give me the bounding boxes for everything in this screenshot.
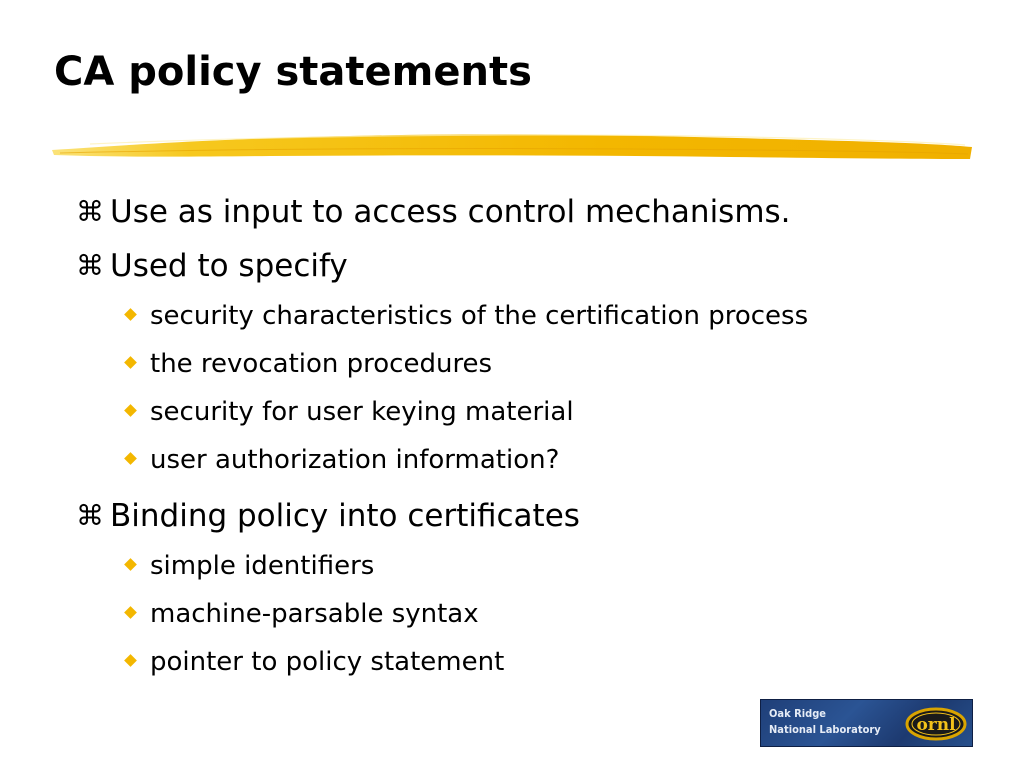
sub-bullet-item (122, 590, 808, 638)
diamond-bullet-icon (124, 606, 137, 619)
diamond-bullet-icon (124, 356, 137, 369)
bullet-item (76, 244, 808, 288)
diamond-bullet-icon (124, 404, 137, 417)
diamond-bullet-icon (124, 308, 137, 321)
command-key-icon: ⌘ (76, 195, 104, 228)
sub-bullet-text: security for user keying material (150, 397, 574, 427)
bullet-list (76, 190, 808, 686)
diamond-bullet-icon (124, 654, 137, 667)
sub-bullet-text: user authorization information? (150, 445, 560, 475)
bullet-item (76, 190, 808, 234)
slide-title: CA policy statements (54, 49, 532, 95)
sub-bullet-item (122, 436, 808, 484)
logo-line-2: National Laboratory (769, 723, 881, 736)
command-key-icon: ⌘ (76, 499, 104, 532)
sub-bullet-item (122, 388, 808, 436)
bullet-text: Used to specify (110, 248, 348, 284)
logo-line-1: Oak Ridge (769, 707, 827, 720)
diamond-bullet-icon (124, 558, 137, 571)
sub-bullet-text: security characteristics of the certification process (150, 301, 809, 331)
logo-wordmark (769, 706, 881, 738)
diamond-bullet-icon (124, 452, 137, 465)
bullet-text: Binding policy into certificates (110, 498, 580, 534)
sub-bullet-text: pointer to policy statement (150, 647, 505, 677)
sub-bullet-item (122, 340, 808, 388)
title-underline-brushstroke (50, 128, 974, 168)
logo-mark-text: ornl (916, 715, 956, 735)
ornl-logo (760, 699, 973, 747)
sub-bullet-text: the revocation procedures (150, 349, 493, 379)
sub-bullet-item (122, 638, 808, 686)
sub-bullet-text: machine-parsable syntax (150, 599, 479, 629)
sub-bullet-text: simple identifiers (150, 551, 375, 581)
bullet-text: Use as input to access control mechanisms. (110, 194, 791, 230)
ornl-oval-mark-icon (905, 707, 967, 741)
sub-bullet-item (122, 292, 808, 340)
sub-bullet-item (122, 542, 808, 590)
sub-bullet-group (76, 292, 808, 484)
command-key-icon: ⌘ (76, 249, 104, 282)
sub-bullet-group (76, 542, 808, 686)
bullet-item (76, 494, 808, 538)
